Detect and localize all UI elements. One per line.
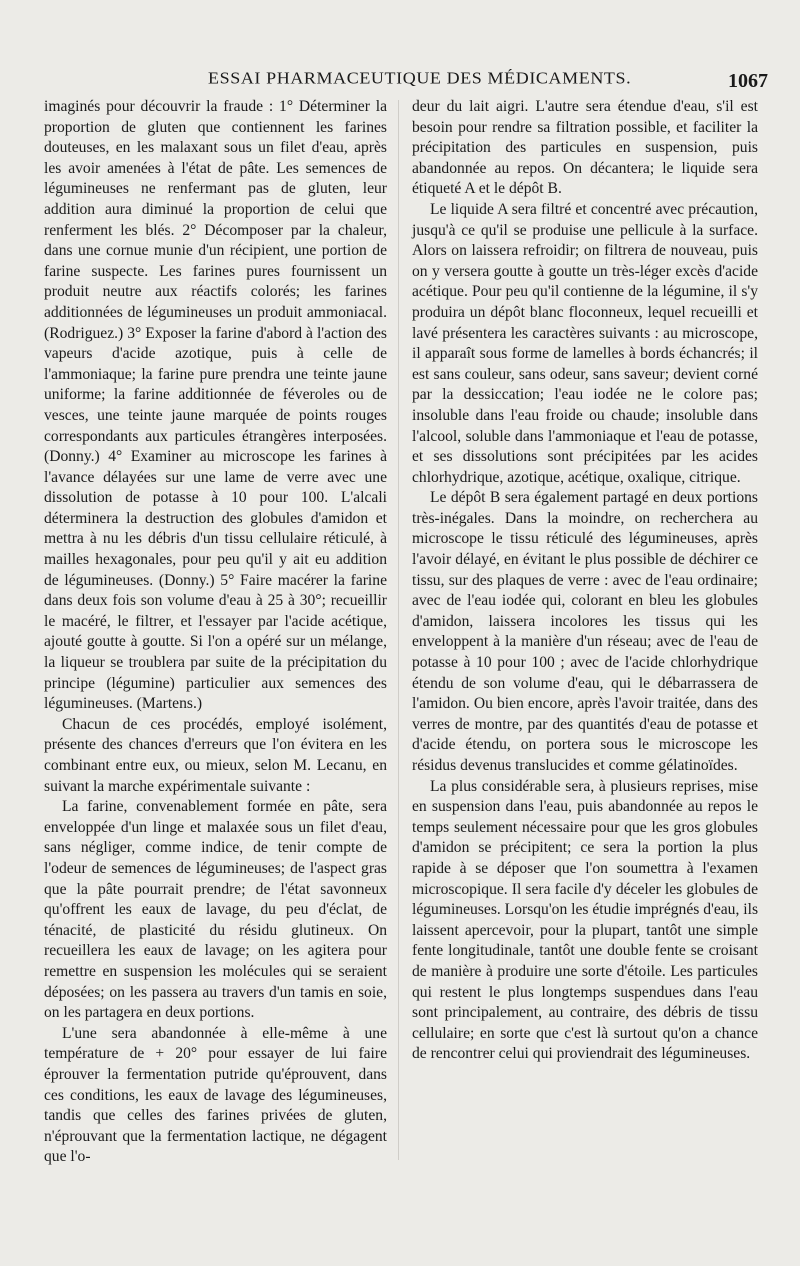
running-title: ESSAI PHARMACEUTIQUE DES MÉDICAMENTS.: [208, 68, 632, 88]
right-column: [412, 97, 758, 1065]
paragraph: Le dépôt B sera également partagé en deux portions très-inégales. Dans la moindre, on recherchera au microscope le tissu réticulé des légumineuses, après l'avoir délayé, en évitant le plus possible de déchirer ce tissu, sur des plaques de verre : avec de l'eau ordinaire; avec de l'eau iodée qui, colorant en bleu les globules d'amidon, laissera incolores les tissus qui les enveloppent à la manière d'un réseau; avec de l'eau de potasse à 10 pour 100 ; avec de l'acide chlorhydrique étendu de son volume d'eau, qui le débarrassera de l'amidon. Ou bien encore, après l'avoir traitée, dans des verres de montre, par des quantités d'eau de potasse et d'acide étendu, on portera sous le microscope les résidus devenus translucides et comme gélatinoïdes.: [412, 489, 758, 774]
page-header: [0, 62, 800, 96]
paragraph: Chacun de ces procédés, employé isolément, présente des chances d'erreurs que l'on évitera en les combinant entre eux, ou mieux, selon M. Lecanu, en suivant la marche expérimentale suivante :: [44, 715, 387, 795]
paragraph: imaginés pour découvrir la fraude : 1° Déterminer la proportion de gluten que contiennent les farines douteuses, en les malaxant sous un filet d'eau, après les avoir amenées à l'état de pâte. Les semences de légumineuses ne renfermant pas de gluten, leur addition aura diminué la proportion de celui que renferment les blés. 2° Décomposer par la chaleur, dans une cornue munie d'un récipient, une portion de farine suspecte. Les farines pures fournissent un produit neutre aux réactifs colorés; les farines additionnées de légumineuses un produit ammoniacal. (Rodriguez.) 3° Exposer la farine d'abord à l'action des vapeurs d'acide azotique, puis à celle de l'ammoniaque; la farine pure prendra une teinte jaune uniforme; la farine additionnée de féveroles ou de vesces, une teinte jaune marquée de points rouges correspondants aux particules étrangères interposées. (Donny.) 4° Examiner au microscope les farines à l'avance délayées sur une lame de verre avec une dissolution de potasse à 10 pour 100. L'alcali déterminera la destruction des globules d'amidon et mettra à nu les débris d'un tissu cellulaire réticulé, à mailles hexagonales, pour peu qu'il y ait eu addition de légumineuses. (Donny.) 5° Faire macérer la farine dans deux fois son volume d'eau à 25 à 30°; recueillir le macéré, le filtrer, et l'essayer par l'acide acétique, ajouté goutte à goutte. Si l'on a opéré sur un mélange, la liqueur se troublera par suite de la précipitation du principe (légumine) particulier aux semences des légumineuses. (Martens.): [44, 98, 387, 713]
paragraph: La farine, convenablement formée en pâte, sera enveloppée d'un linge et malaxée sous un filet d'eau, sans négliger, comme indice, de tenir compte de l'odeur de semences de légumineuses; de l'aspect gras que la pâte pourrait prendre; de l'état savonneux qu'offrent les eaux de lavage, du peu d'éclat, de ténacité, de plasticité du résidu glutineux. On recueillera les eaux de lavage; on les agitera pour remettre en suspension les molécules qui se seraient déposées; on les passera au travers d'un tamis en soie, on les partagera en deux portions.: [44, 798, 387, 1022]
left-column: [44, 97, 387, 1168]
paragraph: La plus considérable sera, à plusieurs reprises, mise en suspension dans l'eau, puis abandonnée au repos le temps seulement nécessaire pour que les gros globules d'amidon se précipitent; ce sera la portion la plus rapide à se déposer que l'on soumettra à l'examen microscopique. Il sera facile d'y déceler les globules de légumineuses. Lorsqu'on les étudie imprégnés d'eau, ils laissent apercevoir, pour la plupart, tantôt une simple fente longitudinale, tantôt une double fente se croisant de manière à produire une sorte d'étoile. Les particules qui restent le plus longtemps suspendues dans l'eau sont principalement, au contraire, des débris de tissu cellulaire; en sorte que c'est là surtout qu'on a chance de rencontrer celui qui proviendrait des légumineuses.: [412, 777, 759, 1063]
column-divider: [398, 100, 399, 1160]
paragraph: deur du lait aigri. L'autre sera étendue d'eau, s'il est besoin pour rendre sa filtration possible, et faciliter la précipitation des particules en suspension, puis abandonnée au repos. On décantera; le liquide sera étiqueté A et le dépôt B.: [412, 98, 758, 198]
paragraph: Le liquide A sera filtré et concentré avec précaution, jusqu'à ce qu'il se produise une pellicule à la surface. Alors on laissera refroidir; on filtrera de nouveau, puis on y versera goutte à goutte un très-léger excès d'acide acétique. Pour peu qu'il contienne de la légumine, il s'y produira un dépôt blanc floconneux, lequel recueilli et lavé présentera les caractères suivants : au microscope, il apparaît sous forme de lamelles à bords échancrés; il est sans couleur, sans odeur, sans saveur; devient corné par la dessiccation; l'eau iodée ne le colore pas; insoluble dans l'eau froide ou chaude; insoluble dans l'alcool, soluble dans l'ammoniaque et l'eau de potasse, et ses dissolutions sont précipitées par les acides chlorhydrique, azotique, acétique, oxalique, citrique.: [412, 200, 758, 486]
page-number: 1067: [728, 70, 768, 92]
paragraph: L'une sera abandonnée à elle-même à une température de + 20° pour essayer de lui faire éprouver la fermentation putride qu'éprouvent, dans ces conditions, les eaux de lavage des légumineuses, tandis que celles des farines privées de gluten, n'éprouvant que la fermentation lactique, ne dégagent que l'o-: [44, 1024, 387, 1166]
